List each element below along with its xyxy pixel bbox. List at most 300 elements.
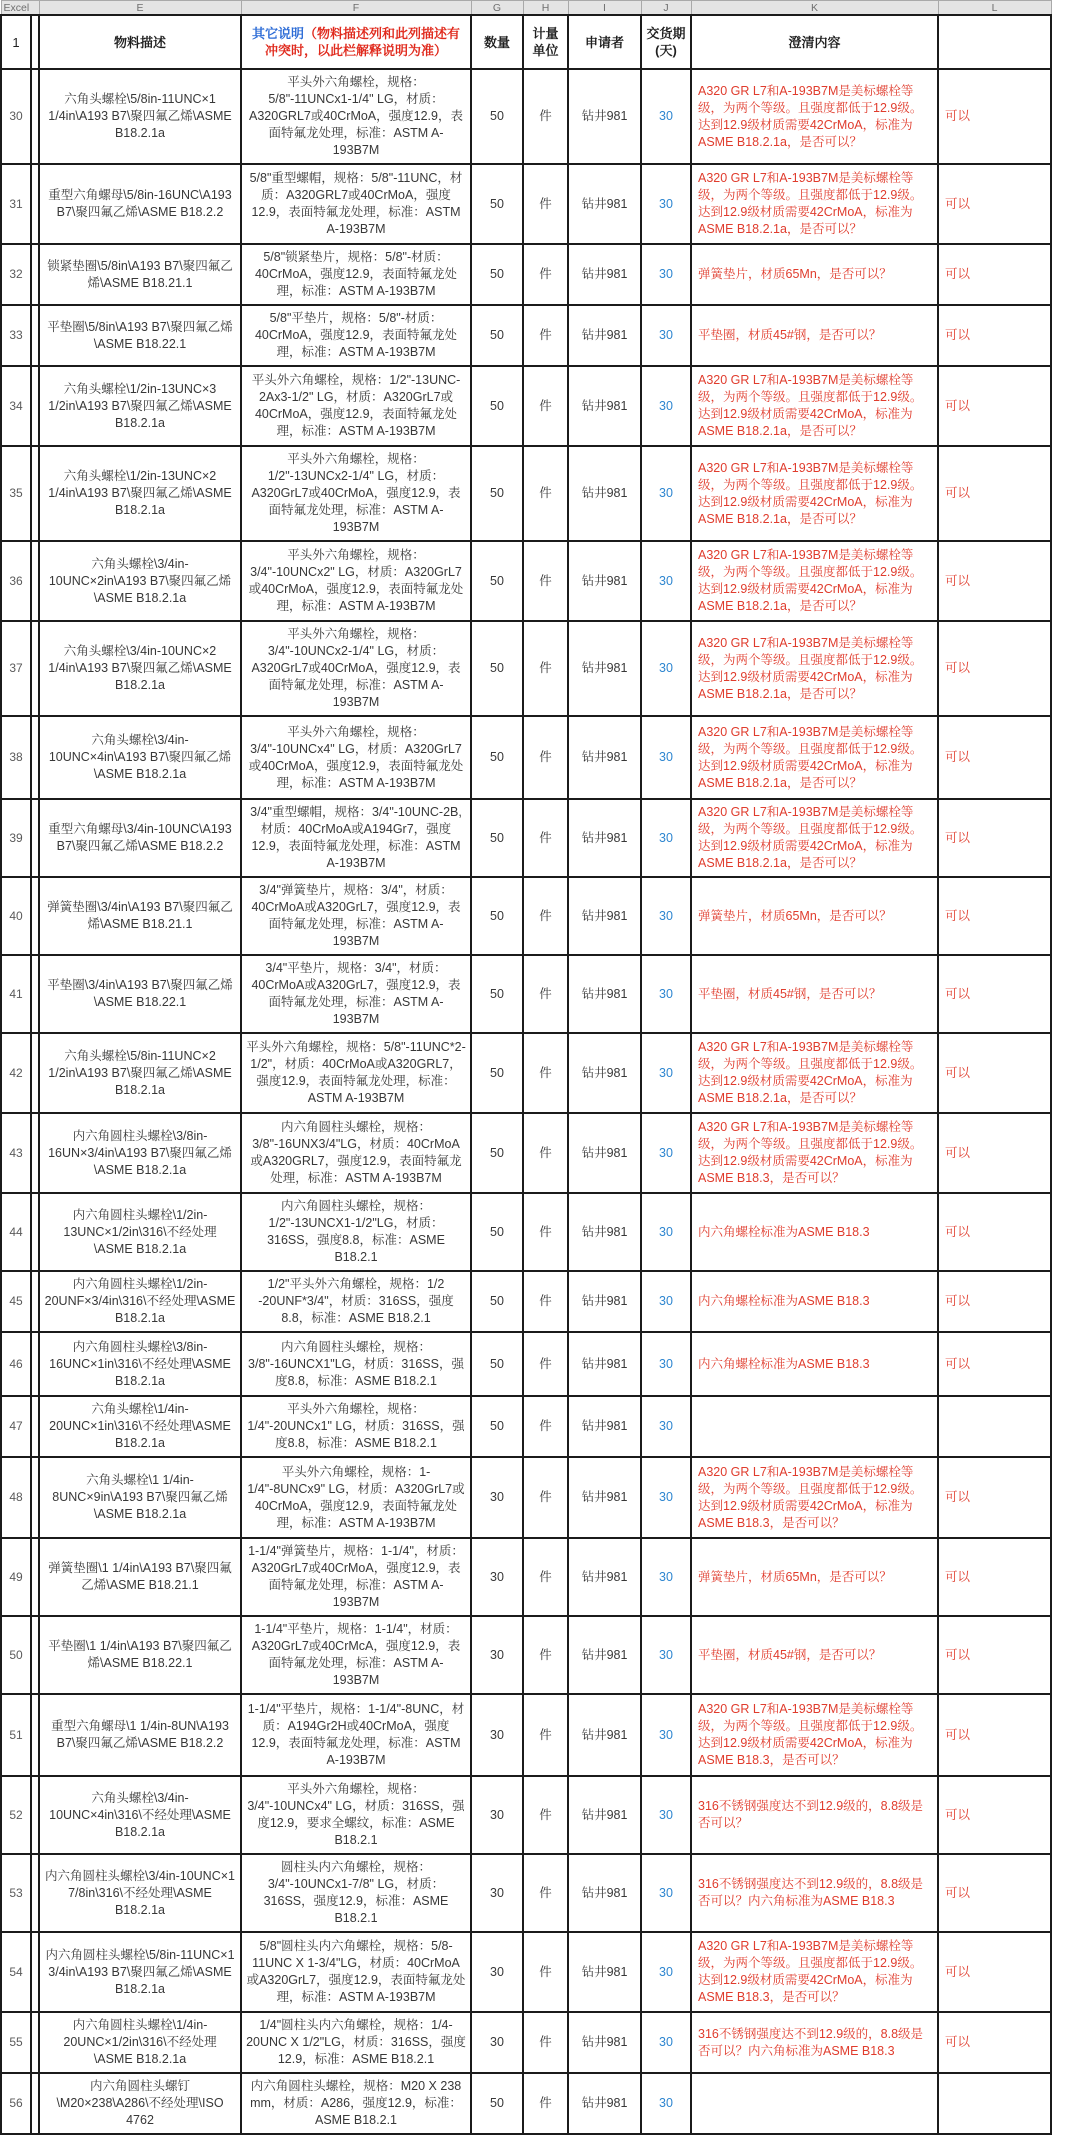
cell-other-description[interactable]: 1/4"圆柱头内六角螺栓，规格：1/4-20UNC X 1/2"LG，材质：316SS，强度12.9，标准：ASME B18.2.1 [241,2012,471,2073]
cell-other-description[interactable]: 平头外六角螺栓，规格：3/4"-10UNCx4" LG，材质：316SS，强度12.9，要求全螺纹，标准：ASME B18.2.1 [241,1776,471,1854]
cell-other-description[interactable]: 5/8"平垫片，规格：5/8"-材质：40CrMoA，强度12.9，表面特氟龙处理，标准：ASTM A-193B7M [241,305,471,366]
cell-quantity[interactable]: 50 [471,799,523,877]
row-number-cell[interactable]: 1 [1,15,31,69]
cell-quantity[interactable]: 30 [471,2012,523,2073]
cell-quantity[interactable]: 50 [471,305,523,366]
cell-material-description[interactable]: 平垫圈\1 1/4in\A193 B7\聚四氟乙烯\ASME B18.22.1 [39,1616,241,1694]
row-number-cell[interactable]: 55 [1,2012,31,2073]
cell-clarification[interactable]: 内六角螺栓标准为ASME B18.3 [691,1193,938,1271]
spacer-cell [31,799,39,877]
cell-unit[interactable]: 件 [523,2073,568,2134]
cell-applicant[interactable]: 钻井981 [568,1854,641,1932]
cell-delivery-days[interactable]: 30 [641,244,691,305]
cell-quantity[interactable]: 50 [471,69,523,164]
cell-unit[interactable]: 件 [523,2012,568,2073]
cell-material-description[interactable]: 内六角圆柱头螺栓\3/8in-16UNC×1in\316\不经处理\ASME B18.2.1a [39,1332,241,1396]
cell-answer[interactable]: 可以 [938,955,1051,1033]
cell-material-description[interactable]: 平垫圈\5/8in\A193 B7\聚四氟乙烯\ASME B18.22.1 [39,305,241,366]
column-letter-k[interactable]: K [691,1,938,16]
cell-delivery-days[interactable]: 30 [641,1193,691,1271]
row-number-cell[interactable]: 51 [1,1694,31,1776]
cell-other-description[interactable]: 平头外六角螺栓，规格：1-1/4"-8UNCx9" LG，材质：A320GrL7或40CrMoA，强度12.9，表面特氟龙处理，标准：ASTM A-193B7M [241,1457,471,1538]
column-letter-h[interactable]: H [523,1,568,16]
cell-answer[interactable]: 可以 [938,305,1051,366]
cell-unit[interactable]: 件 [523,1113,568,1193]
table-row [1,541,1051,621]
cell-material-description[interactable]: 六角头螺栓\3/4in-10UNC×2 1/4in\A193 B7\聚四氟乙烯\ASME B18.2.1a [39,621,241,716]
cell-applicant[interactable]: 钻井981 [568,1616,641,1694]
cell-delivery-days[interactable]: 30 [641,1776,691,1854]
cell-unit[interactable]: 件 [523,1271,568,1332]
row-number-cell[interactable]: 32 [1,244,31,305]
table-row [1,1457,1051,1538]
table-row [1,1854,1051,1932]
cell-answer[interactable]: 可以 [938,799,1051,877]
table-row [1,1332,1051,1396]
table-row [1,2012,1051,2073]
table-row [1,1396,1051,1457]
cell-clarification[interactable]: A320 GR L7和A-193B7M是美标螺栓等级，为两个等级。且强度都低于12.9级。达到12.9级材质需要42CrMoA，标准为ASME B18.2.1a，是否可以？ [691,69,938,164]
cell-clarification[interactable]: A320 GR L7和A-193B7M是美标螺栓等级，为两个等级。且强度都低于12.9级。达到12.9级材质需要42CrMoA，标准为ASME B18.2.1a，是否可以？ [691,541,938,621]
cell-other-description[interactable]: 平头外六角螺栓，规格：1/2"-13UNC-2Ax3-1/2" LG，材质：A320GrL7或40CrMoA，强度12.9，表面特氟龙处理，标准：ASTM A-193B7M [241,366,471,446]
table-row [1,877,1051,955]
cell-answer[interactable]: 可以 [938,716,1051,799]
row-number-cell[interactable]: 50 [1,1616,31,1694]
cell-answer[interactable]: 可以 [938,69,1051,164]
cell-material-description[interactable]: 内六角圆柱头螺栓\1/2in-20UNF×3/4in\316\不经处理\ASME B18.2.1a [39,1271,241,1332]
row-number-cell[interactable]: 43 [1,1113,31,1193]
cell-unit[interactable]: 件 [523,164,568,244]
cell-unit[interactable]: 件 [523,541,568,621]
cell-clarification[interactable]: 内六角螺栓标准为ASME B18.3 [691,1271,938,1332]
cell-applicant[interactable]: 钻井981 [568,2012,641,2073]
cell-applicant[interactable]: 钻井981 [568,1193,641,1271]
cell-clarification[interactable] [691,1396,938,1457]
cell-unit[interactable]: 件 [523,1332,568,1396]
cell-quantity[interactable]: 50 [471,541,523,621]
cell-clarification[interactable]: A320 GR L7和A-193B7M是美标螺栓等级，为两个等级。且强度都低于12.9级。达到12.9级材质需要42CrMoA，标准为ASME B18.3，是否可以？ [691,1932,938,2012]
cell-clarification[interactable]: A320 GR L7和A-193B7M是美标螺栓等级，为两个等级。且强度都低于12.9级。达到12.9级材质需要42CrMoA，标准为ASME B18.2.1a，是否可以？ [691,164,938,244]
cell-answer[interactable]: 可以 [938,2012,1051,2073]
cell-clarification[interactable]: 316不锈钢强度达不到12.9级的，8.8级是否可以？内六角标准为ASME B18.3 [691,2012,938,2073]
cell-answer[interactable] [938,2073,1051,2134]
cell-quantity[interactable]: 50 [471,1396,523,1457]
cell-material-description[interactable]: 内六角圆柱头螺栓\5/8in-11UNC×1 3/4in\A193 B7\聚四氟乙烯\ASME B18.2.1a [39,1932,241,2012]
cell-material-description[interactable]: 六角头螺栓\1/2in-13UNC×2 1/4in\A193 B7\聚四氟乙烯\ASME B18.2.1a [39,446,241,541]
cell-unit[interactable]: 件 [523,955,568,1033]
cell-delivery-days[interactable]: 30 [641,621,691,716]
cell-delivery-days[interactable]: 30 [641,1538,691,1616]
cell-delivery-days[interactable]: 30 [641,1616,691,1694]
cell-clarification[interactable]: 弹簧垫片，材质65Mn，是否可以？ [691,877,938,955]
cell-material-description[interactable]: 六角头螺栓\1 1/4in-8UNC×9in\A193 B7\聚四氟乙烯\ASME B18.2.1a [39,1457,241,1538]
row-number-cell[interactable]: 33 [1,305,31,366]
cell-delivery-days[interactable]: 30 [641,1332,691,1396]
row-number-cell[interactable]: 31 [1,164,31,244]
cell-answer[interactable]: 可以 [938,1193,1051,1271]
cell-unit[interactable]: 件 [523,1396,568,1457]
cell-quantity[interactable]: 50 [471,877,523,955]
row-number-cell[interactable]: 49 [1,1538,31,1616]
cell-unit[interactable]: 件 [523,366,568,446]
cell-answer[interactable]: 可以 [938,1033,1051,1113]
cell-answer[interactable]: 可以 [938,541,1051,621]
cell-unit[interactable]: 件 [523,621,568,716]
cell-quantity[interactable]: 50 [471,164,523,244]
cell-applicant[interactable]: 钻井981 [568,621,641,716]
cell-clarification[interactable]: 316不锈钢强度达不到12.9级的，8.8级是否可以？ [691,1776,938,1854]
row-number-cell[interactable]: 38 [1,716,31,799]
cell-quantity[interactable]: 30 [471,1694,523,1776]
column-letter-l[interactable]: L [938,1,1051,16]
cell-unit[interactable]: 件 [523,1193,568,1271]
cell-quantity[interactable]: 50 [471,2073,523,2134]
cell-clarification[interactable]: A320 GR L7和A-193B7M是美标螺栓等级，为两个等级。且强度都低于12.9级。达到12.9级材质需要42CrMoA，标准为ASME B18.3，是否可以？ [691,1457,938,1538]
row-number-cell[interactable]: 44 [1,1193,31,1271]
row-number-cell[interactable]: 45 [1,1271,31,1332]
row-number-cell[interactable]: 36 [1,541,31,621]
cell-applicant[interactable]: 钻井981 [568,1538,641,1616]
cell-material-description[interactable]: 六角头螺栓\1/4in-20UNC×1in\316\不经处理\ASME B18.2.1a [39,1396,241,1457]
cell-material-description[interactable]: 六角头螺栓\3/4in-10UNC×2in\A193 B7\聚四氟乙烯\ASME B18.2.1a [39,541,241,621]
row-number-cell[interactable]: 54 [1,1932,31,2012]
header-other-description-blue: 其它说明 [251,26,304,41]
cell-clarification[interactable]: A320 GR L7和A-193B7M是美标螺栓等级，为两个等级。且强度都低于12.9级。达到12.9级材质需要42CrMoA，标准为ASME B18.2.1a，是否可以？ [691,1033,938,1113]
cell-delivery-days[interactable]: 30 [641,2073,691,2134]
table-row [1,1538,1051,1616]
cell-other-description[interactable]: 内六角圆柱头螺栓，规格：1/2"-13UNCX1-1/2"LG，材质：316SS，强度8.8，标准：ASME B18.2.1 [241,1193,471,1271]
cell-clarification[interactable] [691,2073,938,2134]
cell-unit[interactable]: 件 [523,716,568,799]
cell-quantity[interactable]: 50 [471,366,523,446]
spacer-cell [31,1694,39,1776]
spacer-cell [31,446,39,541]
cell-applicant[interactable]: 钻井981 [568,1332,641,1396]
cell-quantity[interactable]: 50 [471,1332,523,1396]
row-number-cell[interactable]: 30 [1,69,31,164]
row-number-cell[interactable]: 41 [1,955,31,1033]
cell-material-description[interactable]: 内六角圆柱头螺栓\3/4in-10UNC×1 7/8in\316\不经处理\ASME B18.2.1a [39,1854,241,1932]
cell-material-description[interactable]: 内六角圆柱头螺栓\1/4in-20UNC×1/2in\316\不经处理\ASME B18.2.1a [39,2012,241,2073]
cell-other-description[interactable]: 3/4"弹簧垫片，规格：3/4"，材质：40CrMoA或A320GrL7，强度12.9，表面特氟龙处理，标准：ASTM A-193B7M [241,877,471,955]
cell-answer[interactable]: 可以 [938,1932,1051,2012]
cell-clarification[interactable]: A320 GR L7和A-193B7M是美标螺栓等级，为两个等级。且强度都低于12.9级。达到12.9级材质需要42CrMoA，标准为ASME B18.2.1a，是否可以？ [691,621,938,716]
cell-applicant[interactable]: 钻井981 [568,1033,641,1113]
table-row [1,2073,1051,2134]
cell-delivery-days[interactable]: 30 [641,69,691,164]
cell-answer[interactable]: 可以 [938,164,1051,244]
cell-answer[interactable]: 可以 [938,621,1051,716]
cell-answer[interactable]: 可以 [938,1113,1051,1193]
cell-other-description[interactable]: 1-1/4"弹簧垫片，规格：1-1/4"，材质：A320GrL7或40CrMoA，强度12.9，表面特氟龙处理，标准：ASTM A-193B7M [241,1538,471,1616]
cell-applicant[interactable]: 钻井981 [568,955,641,1033]
cell-delivery-days[interactable]: 30 [641,1932,691,2012]
cell-applicant[interactable]: 钻井981 [568,1776,641,1854]
cell-material-description[interactable]: 六角头螺栓\3/4in-10UNC×4in\A193 B7\聚四氟乙烯\ASME B18.2.1a [39,716,241,799]
row-number-cell[interactable]: 34 [1,366,31,446]
row-number-cell[interactable]: 40 [1,877,31,955]
cell-applicant[interactable]: 钻井981 [568,1113,641,1193]
cell-unit[interactable]: 件 [523,1616,568,1694]
spacer-cell [31,2012,39,2073]
cell-delivery-days[interactable]: 30 [641,366,691,446]
cell-quantity[interactable]: 30 [471,1854,523,1932]
cell-clarification[interactable]: A320 GR L7和A-193B7M是美标螺栓等级，为两个等级。且强度都低于12.9级。达到12.9级材质需要42CrMoA，标准为ASME B18.2.1a，是否可以？ [691,716,938,799]
row-number-cell[interactable]: 35 [1,446,31,541]
cell-quantity[interactable]: 50 [471,621,523,716]
cell-clarification[interactable]: 平垫圈，材质45#钢，是否可以？ [691,305,938,366]
cell-delivery-days[interactable]: 30 [641,1396,691,1457]
column-letter-e[interactable]: E [39,1,241,16]
cell-other-description[interactable]: 1/2"平头外六角螺栓，规格：1/2 -20UNF*3/4"，材质：316SS，强度8.8，标准：ASME B18.2.1 [241,1271,471,1332]
cell-applicant[interactable]: 钻井981 [568,244,641,305]
cell-other-description[interactable]: 圆柱头内六角螺栓，规格：3/4"-10UNCx1-7/8" LG，材质：316SS，强度12.9，标准：ASME B18.2.1 [241,1854,471,1932]
table-row [1,1694,1051,1776]
cell-other-description[interactable]: 平头外六角螺栓，规格：5/8"-11UNCx1-1/4" LG，材质：A320GRL7或40CrMoA，强度12.9，表面特氟龙处理，标准：ASTM A-193B7M [241,69,471,164]
cell-unit[interactable]: 件 [523,305,568,366]
column-letter-i[interactable]: I [568,1,641,16]
cell-delivery-days[interactable]: 30 [641,2012,691,2073]
cell-unit[interactable]: 件 [523,446,568,541]
cell-applicant[interactable]: 钻井981 [568,1457,641,1538]
cell-unit[interactable]: 件 [523,1854,568,1932]
cell-delivery-days[interactable]: 30 [641,955,691,1033]
cell-material-description[interactable]: 重型六角螺母\1 1/4in-8UN\A193 B7\聚四氟乙烯\ASME B18.2.2 [39,1694,241,1776]
cell-quantity[interactable]: 50 [471,1193,523,1271]
table-row [1,799,1051,877]
cell-clarification[interactable]: A320 GR L7和A-193B7M是美标螺栓等级，为两个等级。且强度都低于12.9级。达到12.9级材质需要42CrMoA，标准为ASME B18.3，是否可以？ [691,1113,938,1193]
cell-answer[interactable] [938,1396,1051,1457]
cell-quantity[interactable]: 50 [471,1033,523,1113]
cell-other-description[interactable]: 5/8"锁紧垫片，规格：5/8"-材质：40CrMoA，强度12.9，表面特氟龙处理，标准：ASTM A-193B7M [241,244,471,305]
row-number-cell[interactable]: 47 [1,1396,31,1457]
cell-clarification[interactable]: A320 GR L7和A-193B7M是美标螺栓等级，为两个等级。且强度都低于12.9级。达到12.9级材质需要42CrMoA，标准为ASME B18.2.1a，是否可以？ [691,446,938,541]
cell-applicant[interactable]: 钻井981 [568,877,641,955]
table-row [1,955,1051,1033]
header-other-description-red: （物料描述列和此列描述有冲突时，以此栏解释说明为准） [264,26,461,58]
cell-clarification[interactable]: 弹簧垫片，材质65Mn，是否可以？ [691,244,938,305]
cell-unit[interactable]: 件 [523,877,568,955]
cell-other-description[interactable]: 内六角圆柱头螺栓，规格：3/8"-16UNCX1"LG，材质：316SS，强度8.8，标准：ASME B18.2.1 [241,1332,471,1396]
cell-delivery-days[interactable]: 30 [641,305,691,366]
row-number-cell[interactable]: 39 [1,799,31,877]
cell-quantity[interactable]: 50 [471,716,523,799]
cell-material-description[interactable]: 六角头螺栓\5/8in-11UNC×2 1/2in\A193 B7\聚四氟乙烯\ASME B18.2.1a [39,1033,241,1113]
row-number-cell[interactable]: 46 [1,1332,31,1396]
cell-applicant[interactable]: 钻井981 [568,716,641,799]
cell-delivery-days[interactable]: 30 [641,716,691,799]
row-number-cell[interactable]: 53 [1,1854,31,1932]
cell-material-description[interactable]: 重型六角螺母\3/4in-10UNC\A193 B7\聚四氟乙烯\ASME B18.2.2 [39,799,241,877]
cell-unit[interactable]: 件 [523,1932,568,2012]
table-row [1,366,1051,446]
cell-delivery-days[interactable]: 30 [641,1854,691,1932]
cell-answer[interactable]: 可以 [938,244,1051,305]
cell-delivery-days[interactable]: 30 [641,446,691,541]
column-letter-g[interactable]: G [471,1,523,16]
cell-other-description[interactable]: 3/4"重型螺帽，规格：3/4"-10UNC-2B,材质：40CrMoA或A194Gr7，强度12.9，表面特氟龙处理，标准：ASTM A-193B7M [241,799,471,877]
cell-applicant[interactable]: 钻井981 [568,1396,641,1457]
cell-unit[interactable]: 件 [523,1694,568,1776]
spacer-cell [31,1457,39,1538]
cell-clarification[interactable]: A320 GR L7和A-193B7M是美标螺栓等级，为两个等级。且强度都低于12.9级。达到12.9级材质需要42CrMoA，标准为ASME B18.3，是否可以？ [691,1694,938,1776]
cell-other-description[interactable]: 平头外六角螺栓，规格：3/4"-10UNCx2" LG，材质：A320GrL7或40CrMoA，强度12.9，表面特氟龙处理，标准：ASTM A-193B7M [241,541,471,621]
spacer-cell [31,1854,39,1932]
cell-applicant[interactable]: 钻井981 [568,446,641,541]
cell-answer[interactable]: 可以 [938,1332,1051,1396]
cell-clarification[interactable]: A320 GR L7和A-193B7M是美标螺栓等级，为两个等级。且强度都低于12.9级。达到12.9级材质需要42CrMoA，标准为ASME B18.2.1a，是否可以？ [691,366,938,446]
cell-answer[interactable]: 可以 [938,1538,1051,1616]
cell-quantity[interactable]: 50 [471,446,523,541]
cell-answer[interactable]: 可以 [938,877,1051,955]
cell-delivery-days[interactable]: 30 [641,1033,691,1113]
row-number-cell[interactable]: 48 [1,1457,31,1538]
cell-material-description[interactable]: 弹簧垫圈\1 1/4in\A193 B7\聚四氟乙烯\ASME B18.21.1 [39,1538,241,1616]
cell-delivery-days[interactable]: 30 [641,799,691,877]
cell-other-description[interactable]: 5/8"圆柱头内六角螺栓，规格：5/8-11UNC X 1-3/4"LG，材质：40CrMoA或A320GrL7，强度12.9，表面特氟龙处理，标准：ASTM A-193B7M [241,1932,471,2012]
cell-answer[interactable]: 可以 [938,446,1051,541]
cell-delivery-days[interactable]: 30 [641,1457,691,1538]
header-other-description[interactable] [241,15,471,69]
cell-unit[interactable]: 件 [523,1538,568,1616]
cell-other-description[interactable]: 1-1/4"平垫片，规格：1-1/4"，材质：A320GrL7或40CrMcA，强度12.9，表面特氟龙处理，标准：ASTM A-193B7M [241,1616,471,1694]
cell-unit[interactable]: 件 [523,1033,568,1113]
spacer-cell [31,1332,39,1396]
cell-quantity[interactable]: 50 [471,1113,523,1193]
cell-quantity[interactable]: 50 [471,244,523,305]
cell-clarification[interactable]: 316不锈钢强度达不到12.9级的，8.8级是否可以？内六角标准为ASME B18.3 [691,1854,938,1932]
cell-other-description[interactable]: 平头外六角螺栓，规格：3/4"-10UNCx2-1/4" LG，材质：A320GrL7或40CrMoA，强度12.9，表面特氟龙处理，标准：ASTM A-193B7M [241,621,471,716]
cell-material-description[interactable]: 六角头螺栓\5/8in-11UNC×1 1/4in\A193 B7\聚四氟乙烯\ASME B18.2.1a [39,69,241,164]
cell-unit[interactable]: 件 [523,799,568,877]
cell-unit[interactable]: 件 [523,244,568,305]
column-letter-f[interactable]: F [241,1,471,16]
cell-answer[interactable]: 可以 [938,1271,1051,1332]
table-row [1,69,1051,164]
cell-answer[interactable]: 可以 [938,1694,1051,1776]
header-delivery-days[interactable]: 交货期(天) [641,15,691,69]
cell-quantity[interactable]: 50 [471,1271,523,1332]
cell-applicant[interactable]: 钻井981 [568,366,641,446]
cell-material-description[interactable]: 内六角圆柱头螺栓\1/2in-13UNC×1/2in\316\不经处理\ASME B18.2.1a [39,1193,241,1271]
row-number-cell[interactable]: 37 [1,621,31,716]
row-number-cell[interactable]: 56 [1,2073,31,2134]
cell-clarification[interactable]: 平垫圈，材质45#钢，是否可以？ [691,955,938,1033]
header-answer[interactable] [938,15,1051,69]
cell-other-description[interactable]: 1-1/4"平垫片，规格：1-1/4"-8UNC，材质：A194Gr2H或40CrMoA，强度12.9，表面特氟龙处理，标准：ASTM A-193B7M [241,1694,471,1776]
cell-material-description[interactable]: 内六角圆柱头螺栓\3/8in-16UN×3/4in\A193 B7\聚四氟乙烯\ASME B18.2.1a [39,1113,241,1193]
cell-quantity[interactable]: 30 [471,1932,523,2012]
cell-applicant[interactable]: 钻井981 [568,1932,641,2012]
spacer-cell [31,15,39,69]
cell-material-description[interactable]: 锁紧垫圈\5/8in\A193 B7\聚四氟乙烯\ASME B18.21.1 [39,244,241,305]
header-applicant[interactable]: 申请者 [568,15,641,69]
table-row [1,1932,1051,2012]
cell-other-description[interactable]: 平头外六角螺栓，规格：3/4"-10UNCx4" LG，材质：A320GrL7或40CrMoA，强度12.9，表面特氟龙处理，标准：ASTM A-193B7M [241,716,471,799]
spacer-cell [31,1271,39,1332]
cell-clarification[interactable]: 内六角螺栓标准为ASME B18.3 [691,1332,938,1396]
spacer-cell [31,1932,39,2012]
header-clarification[interactable]: 澄清内容 [691,15,938,69]
cell-applicant[interactable]: 钻井981 [568,799,641,877]
cell-quantity[interactable]: 30 [471,1457,523,1538]
cell-material-description[interactable]: 六角头螺栓\1/2in-13UNC×3 1/2in\A193 B7\聚四氟乙烯\ASME B18.2.1a [39,366,241,446]
spacer-cell [31,1396,39,1457]
cell-other-description[interactable]: 5/8"重型螺帽，规格：5/8"-11UNC，材质：A320GRL7或40CrMoA，强度12.9，表面特氟龙处理，标准：ASTM A-193B7M [241,164,471,244]
cell-other-description[interactable]: 平头外六角螺栓，规格：5/8"-11UNC*2-1/2"，材质：40CrMoA或A320GRL7，强度12.9，表面特氟龙处理，标准：ASTM A-193B7M [241,1033,471,1113]
spacer-cell [31,1033,39,1113]
row-number-cell[interactable]: 42 [1,1033,31,1113]
header-unit[interactable]: 计量单位 [523,15,568,69]
cell-quantity[interactable]: 50 [471,955,523,1033]
cell-answer[interactable]: 可以 [938,1616,1051,1694]
cell-unit[interactable]: 件 [523,1776,568,1854]
cell-delivery-days[interactable]: 30 [641,164,691,244]
cell-material-description[interactable]: 内六角圆柱头螺钉\M20×238\A286\不经处理\ISO 4762 [39,2073,241,2134]
table-row [1,446,1051,541]
cell-material-description[interactable]: 平垫圈\3/4in\A193 B7\聚四氟乙烯\ASME B18.22.1 [39,955,241,1033]
cell-other-description[interactable]: 内六角圆柱头螺栓，规格：M20 X 238 mm，材质：A286，强度12.9，标准：ASME B18.2.1 [241,2073,471,2134]
column-letter-j[interactable]: J [641,1,691,16]
table-row [1,621,1051,716]
cell-applicant[interactable]: 钻井981 [568,541,641,621]
cell-clarification[interactable]: 弹簧垫片，材质65Mn，是否可以？ [691,1538,938,1616]
header-quantity[interactable]: 数量 [471,15,523,69]
table-row [1,1033,1051,1113]
cell-quantity[interactable]: 30 [471,1538,523,1616]
cell-delivery-days[interactable]: 30 [641,877,691,955]
cell-delivery-days[interactable]: 30 [641,1113,691,1193]
cell-delivery-days[interactable]: 30 [641,1694,691,1776]
cell-other-description[interactable]: 3/4"平垫片，规格：3/4"，材质：40CrMoA或A320GrL7，强度12.9，表面特氟龙处理，标准：ASTM A-193B7M [241,955,471,1033]
cell-delivery-days[interactable]: 30 [641,1271,691,1332]
cell-applicant[interactable]: 钻井981 [568,69,641,164]
cell-quantity[interactable]: 30 [471,1616,523,1694]
cell-clarification[interactable]: A320 GR L7和A-193B7M是美标螺栓等级，为两个等级。且强度都低于12.9级。达到12.9级材质需要42CrMoA，标准为ASME B18.2.1a，是否可以？ [691,799,938,877]
spacer-cell [31,69,39,164]
spacer-cell [31,1193,39,1271]
spacer-cell [31,305,39,366]
cell-applicant[interactable]: 钻井981 [568,305,641,366]
cell-applicant[interactable]: 钻井981 [568,2073,641,2134]
spacer-cell [31,877,39,955]
header-row [1,15,1051,69]
header-material-description[interactable]: 物料描述 [39,15,241,69]
cell-material-description[interactable]: 弹簧垫圈\3/4in\A193 B7\聚四氟乙烯\ASME B18.21.1 [39,877,241,955]
cell-material-description[interactable]: 重型六角螺母\5/8in-16UNC\A193 B7\聚四氟乙烯\ASME B18.2.2 [39,164,241,244]
cell-material-description[interactable]: 六角头螺栓\3/4in-10UNC×4in\316\不经处理\ASME B18.2.1a [39,1776,241,1854]
cell-answer[interactable]: 可以 [938,1776,1051,1854]
table-row [1,305,1051,366]
cell-other-description[interactable]: 平头外六角螺栓，规格：1/4"-20UNCx1" LG，材质：316SS，强度8.8，标准：ASME B18.2.1 [241,1396,471,1457]
cell-applicant[interactable]: 钻井981 [568,1271,641,1332]
cell-clarification[interactable]: 平垫圈，材质45#钢，是否可以？ [691,1616,938,1694]
cell-applicant[interactable]: 钻井981 [568,1694,641,1776]
cell-answer[interactable]: 可以 [938,366,1051,446]
spacer-cell [31,1776,39,1854]
cell-quantity[interactable]: 30 [471,1776,523,1854]
cell-answer[interactable]: 可以 [938,1854,1051,1932]
cell-applicant[interactable]: 钻井981 [568,164,641,244]
cell-delivery-days[interactable]: 30 [641,541,691,621]
cell-answer[interactable]: 可以 [938,1457,1051,1538]
cell-unit[interactable]: 件 [523,69,568,164]
row-number-cell[interactable]: 52 [1,1776,31,1854]
spacer-cell [31,2073,39,2134]
cell-unit[interactable]: 件 [523,1457,568,1538]
cell-other-description[interactable]: 平头外六角螺栓，规格：1/2"-13UNCx2-1/4" LG，材质：A320GrL7或40CrMoA，强度12.9，表面特氟龙处理，标准：ASTM A-193B7M [241,446,471,541]
cell-other-description[interactable]: 内六角圆柱头螺栓，规格：3/8"-16UNX3/4"LG，材质：40CrMoA或A320GRL7，强度12.9，表面特氟龙处理，标准：ASTM A-193B7M [241,1113,471,1193]
